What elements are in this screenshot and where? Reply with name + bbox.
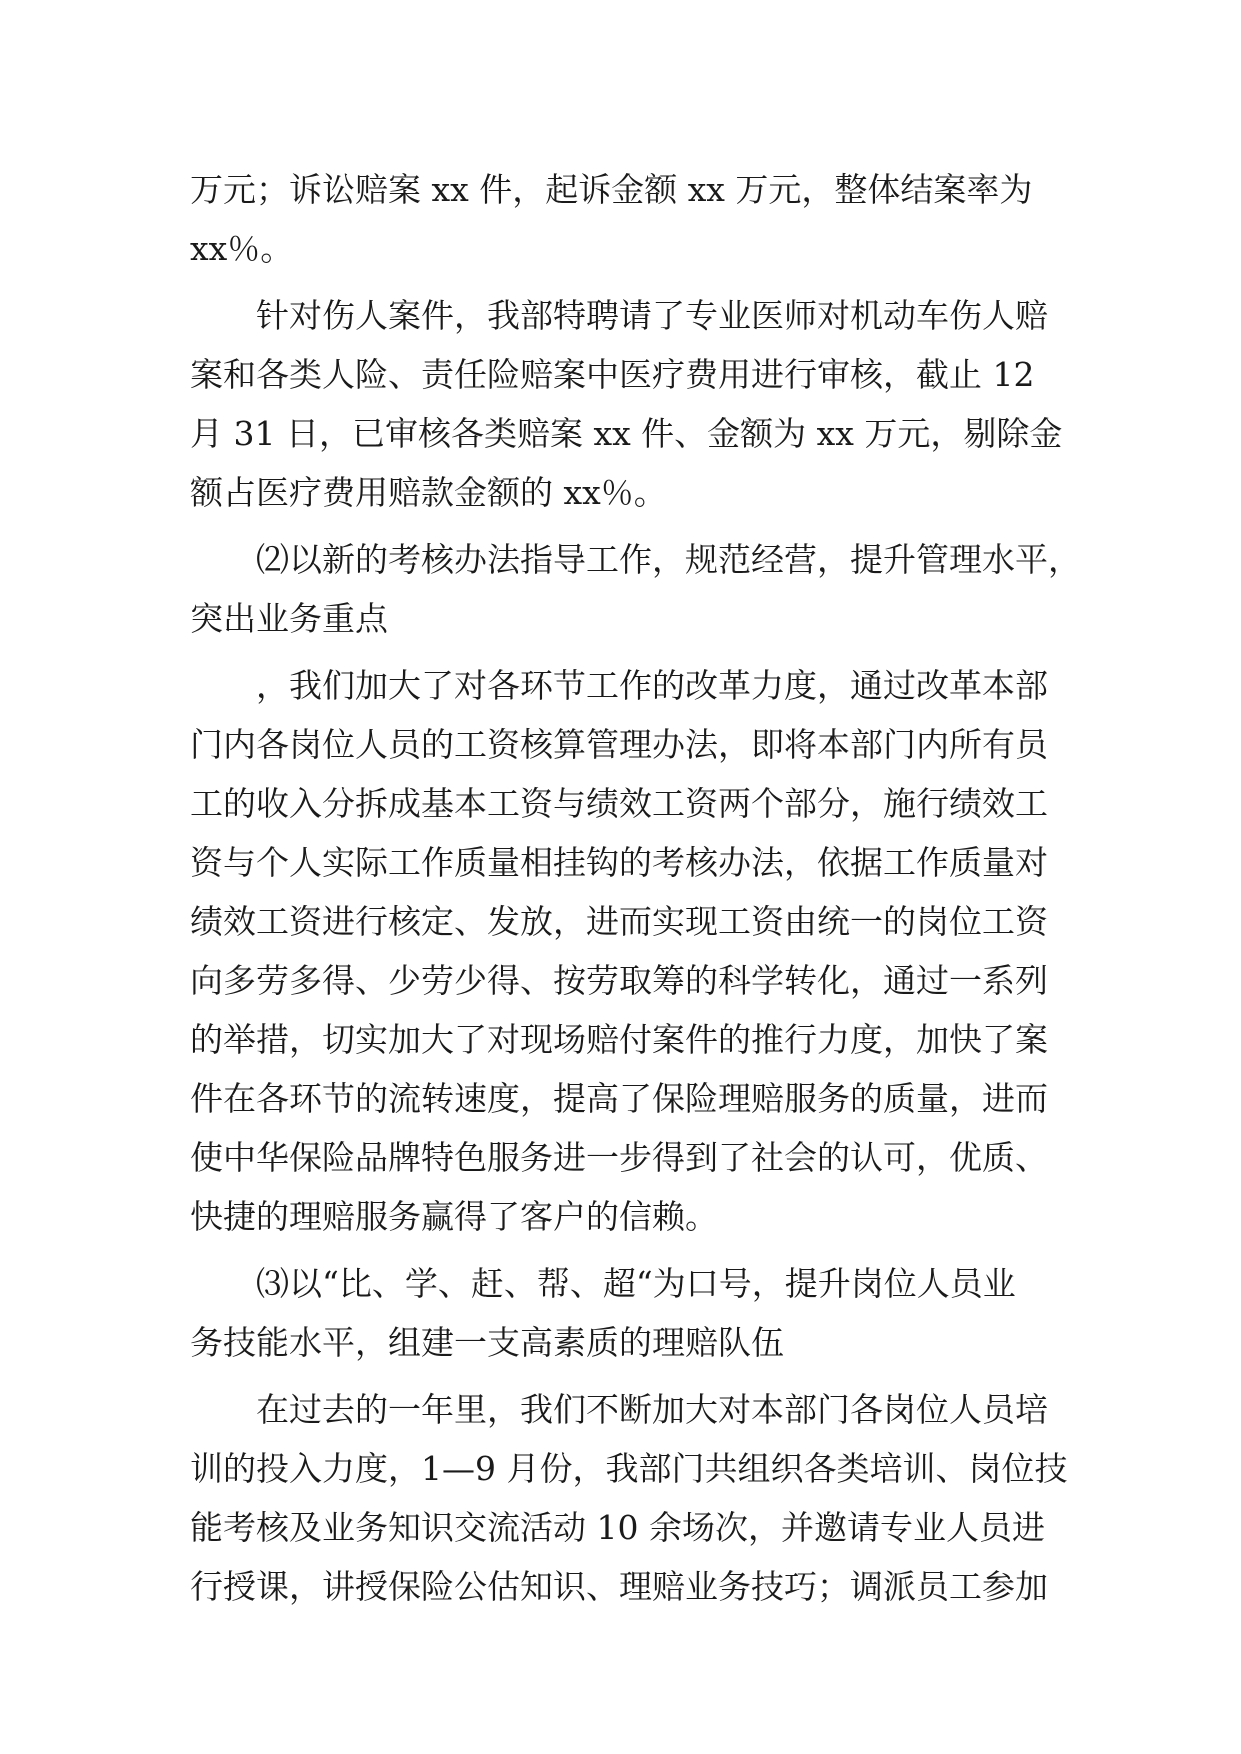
- paragraph-4: [190, 656, 1060, 1246]
- paragraph-2: [190, 286, 1063, 522]
- section-heading-2: [190, 530, 1081, 648]
- paragraph-line: ，我们加大了对各环节工作的改革力度，通过改革本部: [256, 666, 1048, 705]
- paragraph-line: ⑵以新的考核办法指导工作，规范经营，提升管理水平，: [256, 540, 1081, 579]
- paragraph-line: 绩效工资进行核定、发放，进而实现工资由统一的岗位工资: [190, 902, 1048, 941]
- paragraph-line: 月 31 日，已审核各类赔案 xx 件、金额为 xx 万元，剔除金: [190, 414, 1063, 453]
- paragraph-line: 在过去的一年里，我们不断加大对本部门各岗位人员培: [256, 1390, 1048, 1429]
- paragraph-line: xx％。: [190, 229, 294, 268]
- paragraph-6: [190, 1380, 1068, 1616]
- paragraph-line: ⑶以“比、学、赶、帮、超“为口号，提升岗位人员业: [256, 1264, 1016, 1303]
- paragraph-line: 额占医疗费用赔款金额的 xx％。: [190, 473, 667, 512]
- paragraph-line: 向多劳多得、少劳少得、按劳取筹的科学转化，通过一系列: [190, 961, 1048, 1000]
- paragraph-line: 的举措，切实加大了对现场赔付案件的推行力度，加快了案: [190, 1020, 1048, 1059]
- paragraph-line: 训的投入力度，1—9 月份，我部门共组织各类培训、岗位技: [190, 1449, 1068, 1488]
- paragraph-line: 资与个人实际工作质量相挂钩的考核办法，依据工作质量对: [190, 843, 1048, 882]
- paragraph-line: 能考核及业务知识交流活动 10 余场次，并邀请专业人员进: [190, 1508, 1045, 1547]
- paragraph-line: 门内各岗位人员的工资核算管理办法，即将本部门内所有员: [190, 725, 1048, 764]
- paragraph-line: 件在各环节的流转速度，提高了保险理赔服务的质量，进而: [190, 1079, 1048, 1118]
- paragraph-1: [190, 160, 1060, 278]
- paragraph-line: 行授课，讲授保险公估知识、理赔业务技巧；调派员工参加: [190, 1567, 1048, 1606]
- paragraph-line: 突出业务重点: [190, 599, 388, 638]
- paragraph-line: 工的收入分拆成基本工资与绩效工资两个部分，施行绩效工: [190, 784, 1048, 823]
- paragraph-line: 务技能水平，组建一支高素质的理赔队伍: [190, 1323, 784, 1362]
- paragraph-line: 案和各类人险、责任险赔案中医疗费用进行审核，截止 12: [190, 355, 1035, 394]
- paragraph-line: 使中华保险品牌特色服务进一步得到了社会的认可，优质、: [190, 1138, 1048, 1177]
- paragraph-line: 快捷的理赔服务赢得了客户的信赖。: [190, 1197, 718, 1236]
- paragraph-line: 万元；诉讼赔案 xx 件，起诉金额 xx 万元，整体结案率为: [190, 170, 1033, 209]
- paragraph-line: 针对伤人案件，我部特聘请了专业医师对机动车伤人赔: [256, 296, 1048, 335]
- section-heading-3: [190, 1254, 1060, 1372]
- document-page: [190, 160, 1081, 1616]
